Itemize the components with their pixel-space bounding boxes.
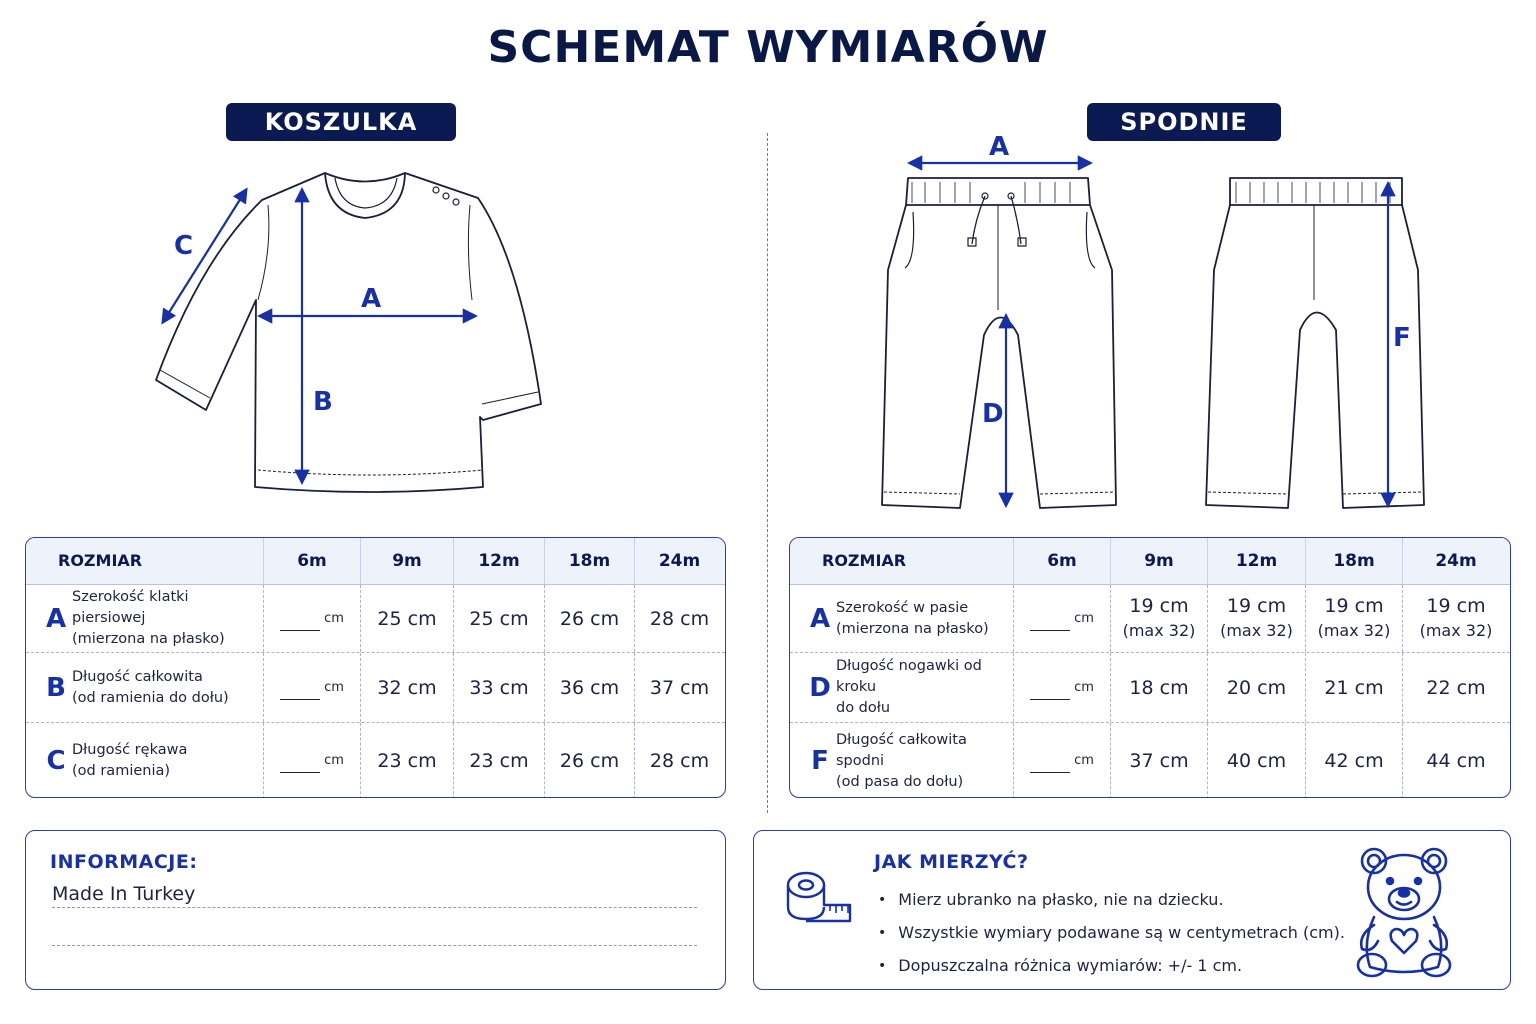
blank-value-field: cm [1030,749,1094,773]
table-cell: 19 cm (max 32) [1111,585,1208,652]
row-letter: A [809,603,831,634]
blank-value-field: cm [1030,607,1094,631]
table-cell: 33 cm [454,653,545,722]
row-letter: F [811,746,829,776]
header-cell: ROZMIAR [26,538,264,584]
table-header-row [26,538,725,585]
table-cell: 19 cm (max 32) [1306,585,1403,652]
shirt-section-label: KOSZULKA [226,103,456,141]
row-description-note: (od ramienia do dołu) [72,689,229,706]
shirt-measure-arrows [163,190,475,482]
row-description: Szerokość klatki piersiowej [72,589,189,626]
header-cell: 24m [658,551,701,571]
blank-value-field: cm [280,607,344,631]
row-description: Szerokość w pasie [836,599,969,616]
pants-front-drawing [882,178,1116,508]
shirt-label-a: A [361,284,382,314]
pants-back-drawing [1206,178,1424,508]
row-description: Długość całkowita [72,668,203,685]
header-cell: 24m [1435,551,1477,571]
list-item: • Dopuszczalna różnica wymiarów: +/- 1 cm. [878,949,1345,982]
header-cell: 12m [1208,538,1306,584]
pants-label-f: F [1393,323,1411,353]
blank-value-field: cm [280,676,344,700]
tape-measure-icon [784,869,856,925]
table-cell: 44 cm [1426,750,1486,772]
header-cell: ROZMIAR [790,538,1014,584]
pants-front-arrows [910,163,1090,505]
table-cell: 28 cm [649,750,710,772]
table-cell: 23 cm [454,723,545,798]
shirt-size-table [25,537,726,798]
table-cell: 28 cm [649,607,710,630]
header-cell: 18m [545,538,635,584]
page-title: SCHEMAT WYMIARÓW [487,22,1049,73]
how-to-measure-box [753,830,1511,990]
shirt-label-b: B [313,387,333,417]
section-divider [767,133,768,813]
row-description: Długość rękawa [72,742,188,758]
pants-label-d: D [982,399,1004,429]
pants-size-table [789,537,1511,798]
header-cell: 6m [1014,538,1111,584]
table-header-row [790,538,1510,585]
table-row [26,585,725,653]
how-to-measure-title: JAK MIERZYĆ? [874,851,1029,873]
table-cell: 25 cm [361,585,454,652]
row-description-note: (mierzona na płasko) [72,631,225,647]
row-description-note: (od ramienia) [72,763,171,779]
table-row [790,585,1510,653]
header-cell: 9m [1111,538,1208,584]
table-row [26,653,725,723]
teddy-bear-icon [1352,843,1456,979]
shirt-drawing [156,173,541,492]
row-description-note: (od pasa do dołu) [836,773,964,790]
table-cell: 19 cm (max 32) [1208,585,1306,652]
row-description-note: do dołu [836,700,891,716]
table-row [26,723,725,798]
row-description: Długość nogawki od kroku [836,658,982,695]
shirt-label-c: C [174,231,194,261]
table-cell: 42 cm [1306,723,1403,798]
row-description: Długość całkowita spodni [836,731,967,769]
blank-value-field: cm [280,749,344,773]
blank-value-field: cm [1030,676,1094,700]
table-cell: 22 cm [1426,676,1486,699]
row-letter: D [809,672,831,703]
header-cell: 9m [361,538,454,584]
row-letter: B [46,672,66,703]
header-cell: 6m [264,538,361,584]
header-cell: 18m [1306,538,1403,584]
row-letter: C [46,746,66,776]
table-cell: 32 cm [361,653,454,722]
info-box [25,830,726,990]
info-blank-line [52,945,697,946]
table-cell: 40 cm [1208,723,1306,798]
row-description-note: (mierzona na płasko) [836,620,989,637]
info-title: INFORMACJE: [50,851,198,873]
header-cell: 12m [454,538,545,584]
how-to-measure-list [878,883,1345,982]
table-cell: 26 cm [545,585,635,652]
info-text: Made In Turkey [52,883,697,908]
pants-label-a: A [989,132,1010,162]
table-cell: 20 cm [1208,653,1306,722]
table-cell: 37 cm [1111,723,1208,798]
list-item: • Wszystkie wymiary podawane są w centymetrach (cm). [878,916,1345,949]
table-cell: 36 cm [545,653,635,722]
table-row [790,653,1510,723]
row-letter: A [45,603,67,634]
table-cell: 19 cm (max 32) [1419,595,1493,640]
table-cell: 23 cm [361,723,454,798]
table-cell: 37 cm [649,676,710,699]
table-cell: 18 cm [1111,653,1208,722]
table-cell: 21 cm [1306,653,1403,722]
pants-section-label: SPODNIE [1087,103,1281,141]
list-item: • Mierz ubranko na płasko, nie na dziecku. [878,883,1345,916]
table-row [790,723,1510,798]
table-cell: 26 cm [545,723,635,798]
table-cell: 25 cm [454,585,545,652]
